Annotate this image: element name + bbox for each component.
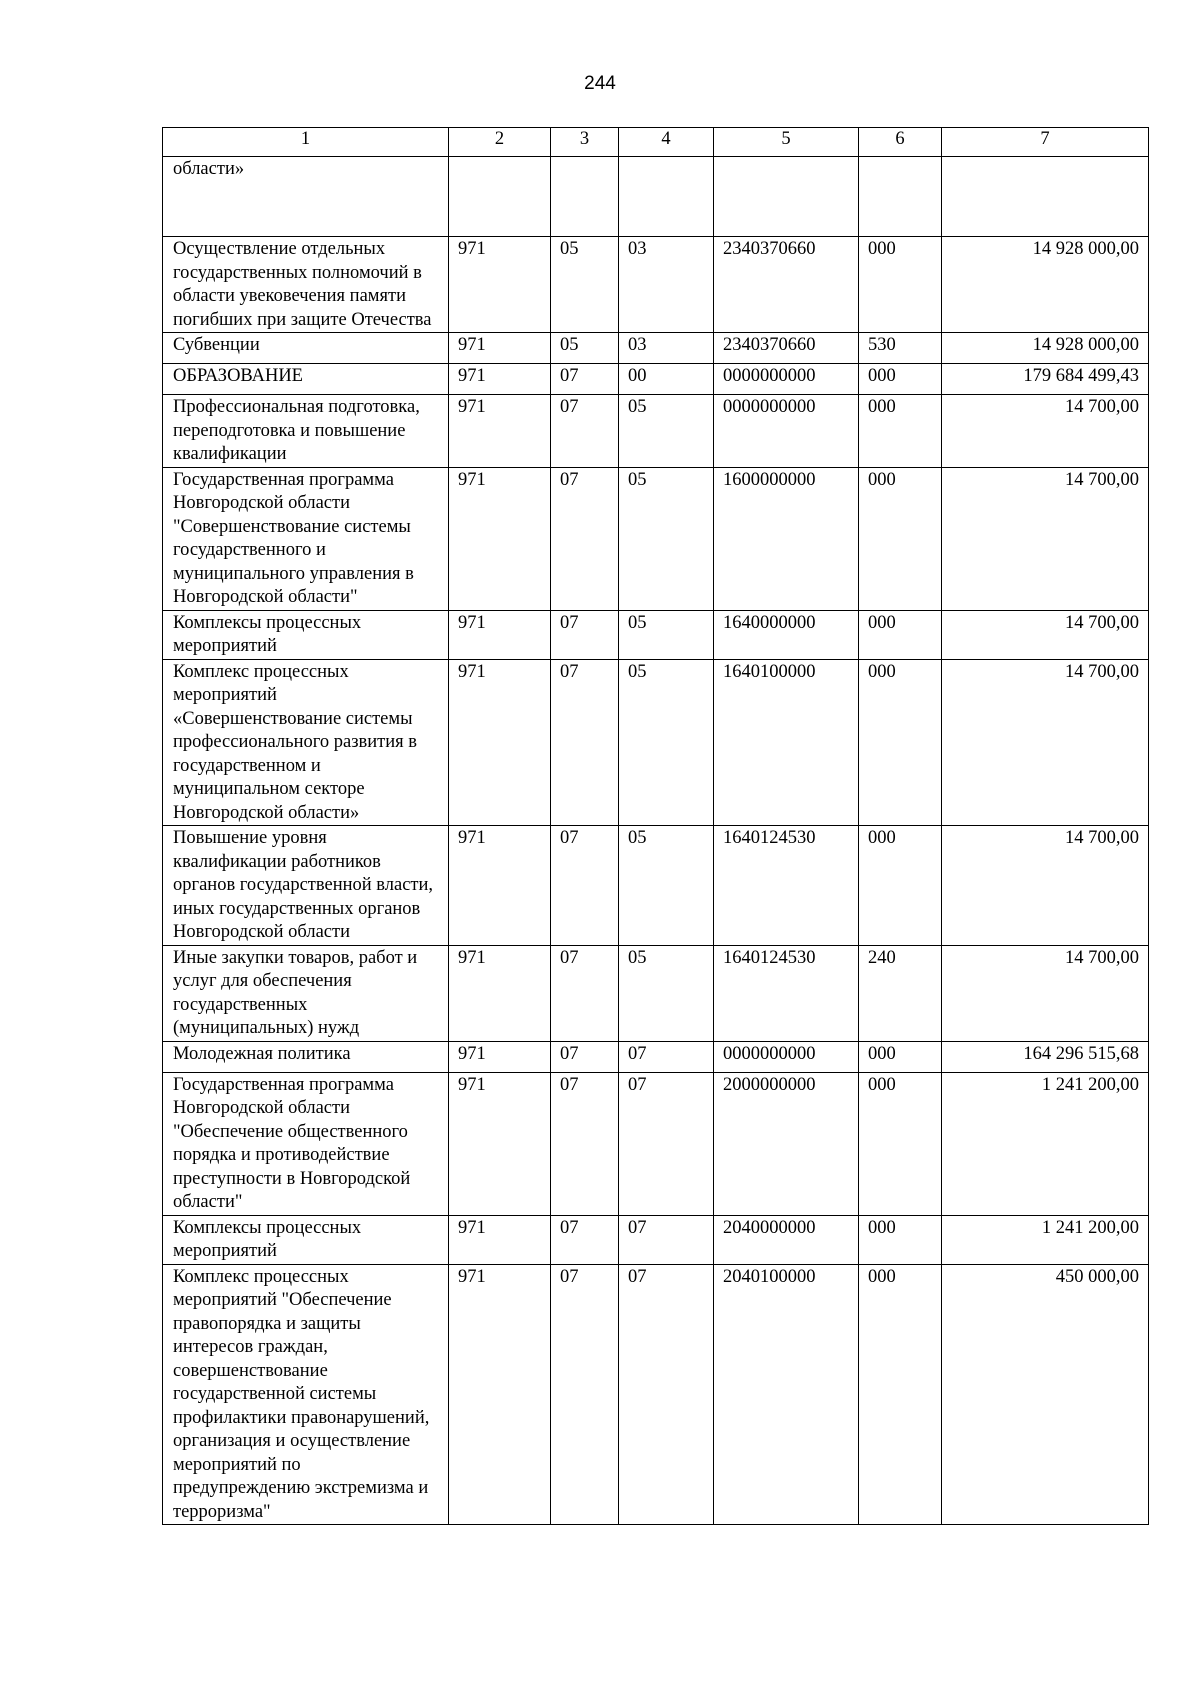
table-row xyxy=(163,659,1149,826)
table-row xyxy=(163,1264,1149,1525)
row-amount-cell: 1 241 200,00 xyxy=(942,1072,1149,1215)
row-amount-cell: 14 700,00 xyxy=(942,826,1149,946)
row-code-cell: 971 xyxy=(449,467,551,610)
row-name-cell: Комплексы процессных мероприятий xyxy=(163,610,449,659)
row-code-cell: 000 xyxy=(859,1264,942,1525)
row-code-cell: 971 xyxy=(449,659,551,826)
row-amount-cell: 14 700,00 xyxy=(942,945,1149,1041)
row-code-cell: 1600000000 xyxy=(714,467,859,610)
row-code-cell: 971 xyxy=(449,826,551,946)
row-code-cell: 971 xyxy=(449,237,551,333)
row-code-cell: 05 xyxy=(619,610,714,659)
table-row xyxy=(163,945,1149,1041)
row-name-cell: Государственная программа Новгородской области "Обеспечение общественного порядка и противодействие преступности в Новгородской области" xyxy=(163,1072,449,1215)
row-code-cell: 000 xyxy=(859,395,942,468)
row-code-cell: 000 xyxy=(859,467,942,610)
row-name-cell: Государственная программа Новгородской области "Совершенствование системы государственного и муниципального управления в Новгородской области" xyxy=(163,467,449,610)
row-code-cell: 000 xyxy=(859,364,942,395)
row-code-cell: 971 xyxy=(449,1041,551,1072)
row-name-cell: Комплекс процессных мероприятий «Совершенствование системы профессионального развития в государственном и муниципальном секторе Новгородской области» xyxy=(163,659,449,826)
row-code-cell: 2340370660 xyxy=(714,333,859,364)
row-code-cell: 07 xyxy=(619,1264,714,1525)
table-row xyxy=(163,1041,1149,1072)
column-header: 1 xyxy=(163,128,449,157)
row-code-cell: 0000000000 xyxy=(714,395,859,468)
row-code-cell: 971 xyxy=(449,610,551,659)
row-name-cell: Повышение уровня квалификации работников органов государственной власти, иных государственных органов Новгородской области xyxy=(163,826,449,946)
row-code-cell: 05 xyxy=(619,826,714,946)
row-amount-cell: 14 700,00 xyxy=(942,659,1149,826)
row-code-cell: 00 xyxy=(619,364,714,395)
row-code-cell: 03 xyxy=(619,333,714,364)
row-code-cell: 07 xyxy=(619,1072,714,1215)
row-amount-cell: 450 000,00 xyxy=(942,1264,1149,1525)
row-code-cell: 07 xyxy=(619,1041,714,1072)
table-row xyxy=(163,467,1149,610)
table-row xyxy=(163,1215,1149,1264)
column-header: 5 xyxy=(714,128,859,157)
row-code-cell: 07 xyxy=(551,826,619,946)
row-code-cell: 07 xyxy=(551,395,619,468)
row-name-cell: Профессиональная подготовка, переподготовка и повышение квалификации xyxy=(163,395,449,468)
row-name-cell: области» xyxy=(163,157,449,237)
row-code-cell: 971 xyxy=(449,1264,551,1525)
row-code-cell xyxy=(449,157,551,237)
row-name-cell: Комплекс процессных мероприятий "Обеспечение правопорядка и защиты интересов граждан, совершенствование государственной системы профилактики правонарушений, организация и осуществление мероприятий по предупреждению экстремизма и терроризма" xyxy=(163,1264,449,1525)
row-code-cell: 0000000000 xyxy=(714,364,859,395)
row-code-cell: 971 xyxy=(449,395,551,468)
row-code-cell: 05 xyxy=(551,333,619,364)
row-code-cell: 05 xyxy=(551,237,619,333)
table-row xyxy=(163,826,1149,946)
row-name-cell: Комплексы процессных мероприятий xyxy=(163,1215,449,1264)
table-row xyxy=(163,364,1149,395)
row-code-cell: 000 xyxy=(859,659,942,826)
row-code-cell: 07 xyxy=(551,467,619,610)
table-row xyxy=(163,237,1149,333)
row-name-cell: Молодежная политика xyxy=(163,1041,449,1072)
row-code-cell: 0000000000 xyxy=(714,1041,859,1072)
row-code-cell: 07 xyxy=(551,364,619,395)
row-amount-cell: 179 684 499,43 xyxy=(942,364,1149,395)
table-row xyxy=(163,1072,1149,1215)
row-code-cell: 1640000000 xyxy=(714,610,859,659)
row-code-cell: 000 xyxy=(859,610,942,659)
row-code-cell: 2040000000 xyxy=(714,1215,859,1264)
row-code-cell xyxy=(859,157,942,237)
row-code-cell: 000 xyxy=(859,1041,942,1072)
row-code-cell: 000 xyxy=(859,1215,942,1264)
row-code-cell xyxy=(714,157,859,237)
row-code-cell: 000 xyxy=(859,1072,942,1215)
row-code-cell: 05 xyxy=(619,945,714,1041)
row-amount-cell: 14 700,00 xyxy=(942,395,1149,468)
row-code-cell: 03 xyxy=(619,237,714,333)
row-amount-cell: 164 296 515,68 xyxy=(942,1041,1149,1072)
table-row xyxy=(163,395,1149,468)
row-code-cell: 07 xyxy=(551,1215,619,1264)
row-code-cell: 07 xyxy=(551,1041,619,1072)
row-name-cell: Субвенции xyxy=(163,333,449,364)
row-name-cell: ОБРАЗОВАНИЕ xyxy=(163,364,449,395)
row-code-cell: 07 xyxy=(551,659,619,826)
row-amount-cell xyxy=(942,157,1149,237)
row-amount-cell: 1 241 200,00 xyxy=(942,1215,1149,1264)
row-code-cell: 971 xyxy=(449,364,551,395)
table-header-row xyxy=(163,128,1149,157)
row-code-cell: 971 xyxy=(449,945,551,1041)
row-code-cell: 07 xyxy=(551,945,619,1041)
table-row xyxy=(163,333,1149,364)
row-code-cell: 05 xyxy=(619,659,714,826)
row-code-cell: 530 xyxy=(859,333,942,364)
row-code-cell: 1640100000 xyxy=(714,659,859,826)
row-code-cell: 05 xyxy=(619,467,714,610)
column-header: 6 xyxy=(859,128,942,157)
row-amount-cell: 14 700,00 xyxy=(942,467,1149,610)
row-code-cell: 07 xyxy=(619,1215,714,1264)
table-row xyxy=(163,610,1149,659)
row-code-cell: 000 xyxy=(859,237,942,333)
row-code-cell: 240 xyxy=(859,945,942,1041)
row-code-cell: 07 xyxy=(551,1264,619,1525)
row-amount-cell: 14 700,00 xyxy=(942,610,1149,659)
row-code-cell: 07 xyxy=(551,610,619,659)
row-code-cell: 971 xyxy=(449,1215,551,1264)
column-header: 3 xyxy=(551,128,619,157)
row-code-cell: 05 xyxy=(619,395,714,468)
row-code-cell xyxy=(619,157,714,237)
row-code-cell: 2000000000 xyxy=(714,1072,859,1215)
row-code-cell: 000 xyxy=(859,826,942,946)
row-code-cell: 1640124530 xyxy=(714,945,859,1041)
column-header: 7 xyxy=(942,128,1149,157)
table-row xyxy=(163,157,1149,237)
row-code-cell: 2340370660 xyxy=(714,237,859,333)
column-header: 2 xyxy=(449,128,551,157)
row-name-cell: Осуществление отдельных государственных полномочий в области увековечения памяти погибших при защите Отечества xyxy=(163,237,449,333)
page-number: 244 xyxy=(584,73,616,94)
row-amount-cell: 14 928 000,00 xyxy=(942,333,1149,364)
column-header: 4 xyxy=(619,128,714,157)
row-code-cell: 971 xyxy=(449,1072,551,1215)
row-code-cell xyxy=(551,157,619,237)
row-code-cell: 07 xyxy=(551,1072,619,1215)
row-code-cell: 1640124530 xyxy=(714,826,859,946)
row-code-cell: 2040100000 xyxy=(714,1264,859,1525)
budget-table xyxy=(162,127,1149,1525)
row-name-cell: Иные закупки товаров, работ и услуг для обеспечения государственных (муниципальных) нужд xyxy=(163,945,449,1041)
row-code-cell: 971 xyxy=(449,333,551,364)
row-amount-cell: 14 928 000,00 xyxy=(942,237,1149,333)
